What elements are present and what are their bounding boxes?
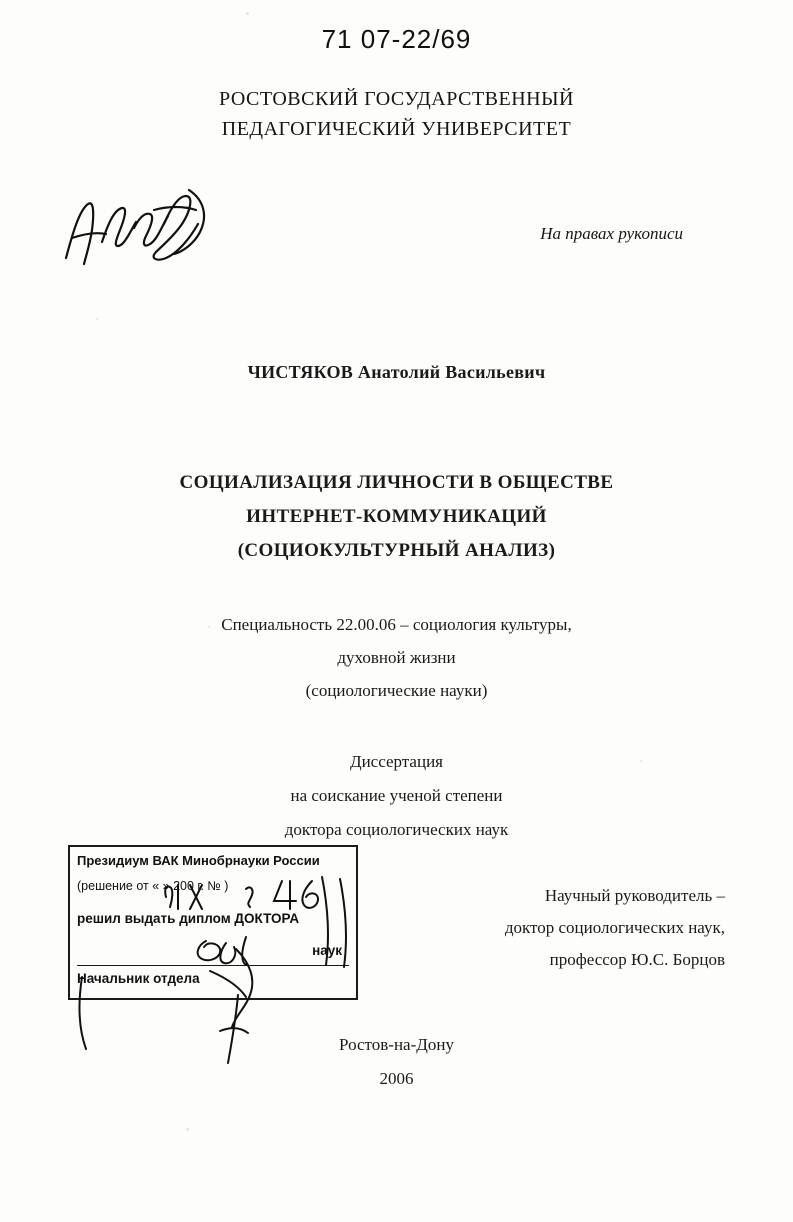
manuscript-note: На правах рукописи: [540, 224, 683, 243]
scan-speckle: [96, 318, 98, 320]
scan-speckle: [640, 760, 642, 762]
title-line-2: ИНТЕРНЕТ-КОММУНИКАЦИЙ: [246, 506, 547, 527]
imprint-block: [0, 1028, 793, 1096]
institution-block: [0, 84, 793, 144]
scan-speckle: [208, 626, 210, 628]
reference-number: 71 07-22/69: [321, 24, 472, 54]
title-line-1: СОЦИАЛИЗАЦИЯ ЛИЧНОСТИ В ОБЩЕСТВЕ: [179, 472, 614, 493]
stamp-line-3: решил выдать диплом ДОКТОРА: [77, 911, 300, 926]
handwritten-signature: [58, 180, 218, 280]
supervisor-line-2: доктор социологических наук,: [504, 918, 725, 937]
stamp-line-1: Президиум ВАК Минобрнауки России: [77, 853, 320, 868]
stamp-divider: [77, 965, 349, 966]
document-title: [0, 466, 793, 568]
imprint-year: 2006: [379, 1069, 414, 1088]
scan-speckle: [246, 12, 249, 15]
imprint-city: Ростов-на-Дону: [339, 1035, 454, 1054]
institution-line-1: РОСТОВСКИЙ ГОСУДАРСТВЕННЫЙ: [218, 88, 574, 110]
supervisor-line-1: Научный руководитель –: [544, 886, 725, 905]
supervisor-block: [505, 880, 725, 976]
supervisor-line-3: профессор Ю.С. Борцов: [549, 950, 725, 969]
scan-speckle: [186, 1128, 189, 1131]
specialty-line-3: (социологические науки): [305, 681, 488, 700]
stamp-line-4: наук: [312, 943, 342, 958]
degree-line-1: Диссертация: [349, 752, 443, 771]
specialty-line-1: Специальность 22.00.06 – социология культуры,: [221, 615, 572, 634]
author-name: ЧИСТЯКОВ Анатолий Васильевич: [247, 362, 546, 382]
vak-stamp: [68, 845, 358, 1000]
specialty-block: [0, 608, 793, 707]
stamp-line-2: (решение от « » 200 г. № ): [77, 879, 229, 893]
degree-line-3: доктора социологических наук: [284, 820, 509, 839]
institution-line-2: ПЕДАГОГИЧЕСКИЙ УНИВЕРСИТЕТ: [221, 118, 572, 140]
degree-line-2: на соискание ученой степени: [290, 786, 503, 805]
degree-block: [0, 745, 793, 847]
stamp-line-5: Начальник отдела: [77, 971, 200, 986]
specialty-line-2: духовной жизни: [337, 648, 456, 667]
title-line-3: (СОЦИОКУЛЬТУРНЫЙ АНАЛИЗ): [237, 540, 556, 561]
